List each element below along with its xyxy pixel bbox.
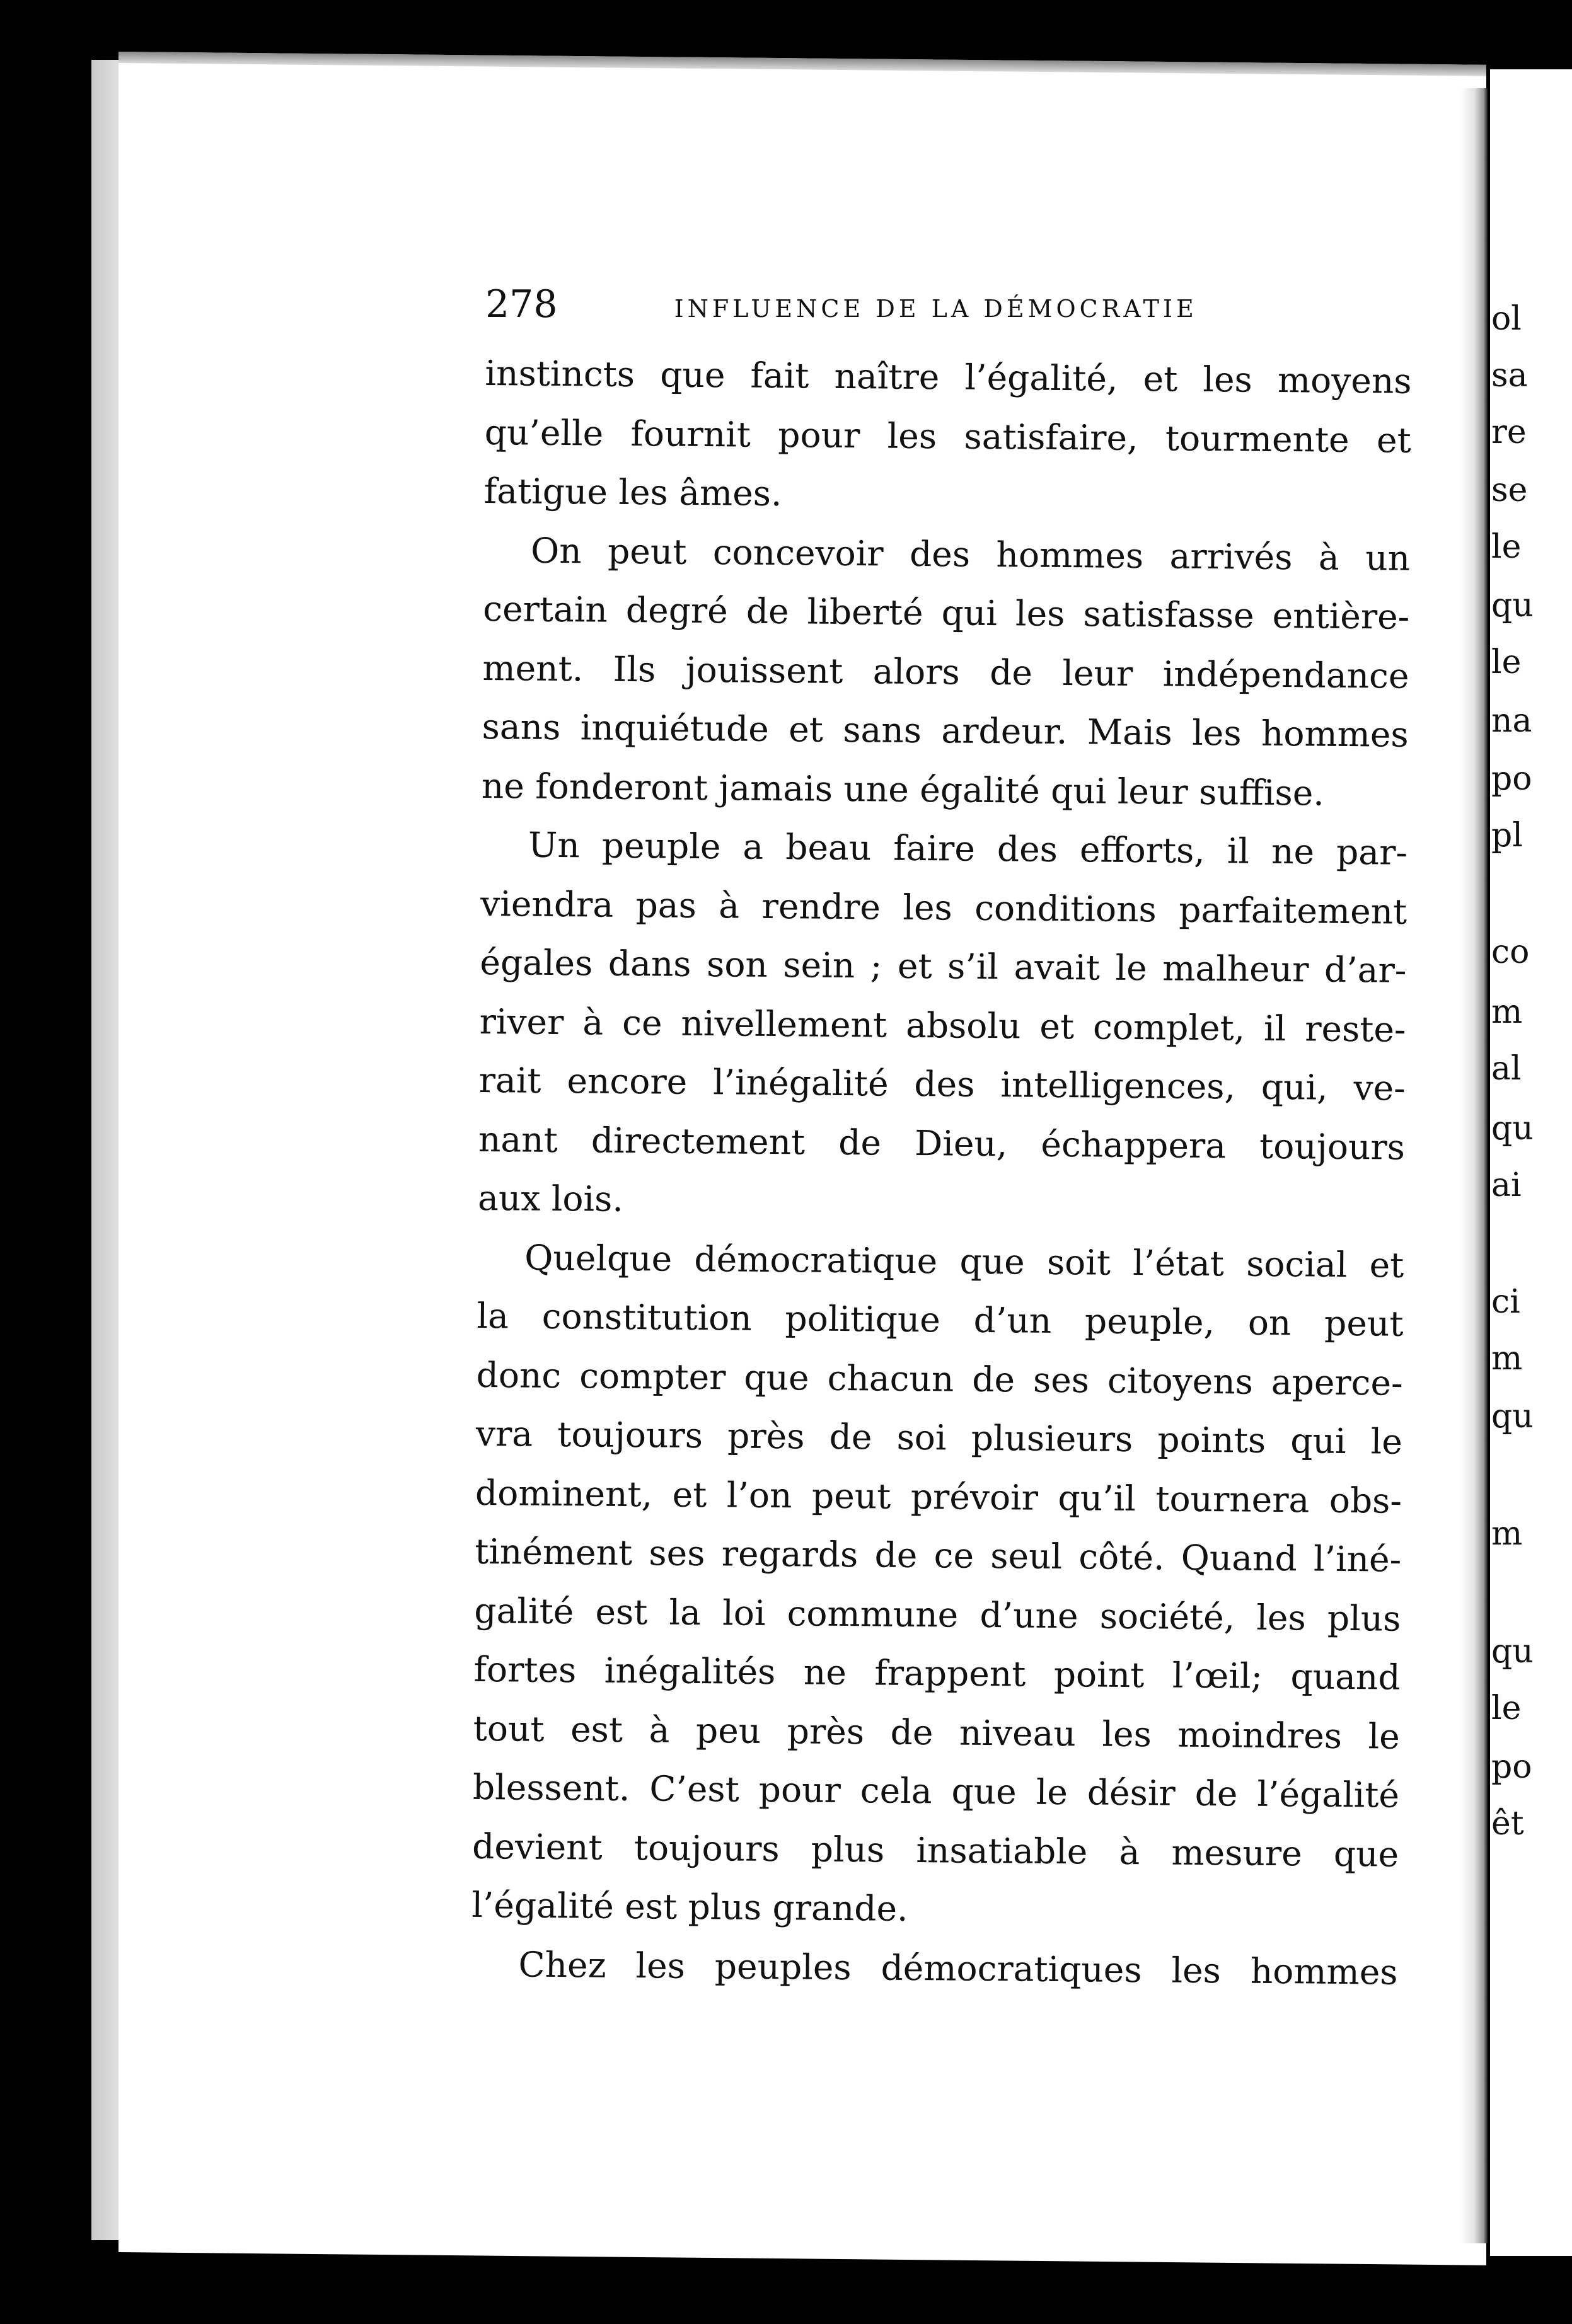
right-page-text-fragment: po [1491, 1748, 1532, 1786]
text-line: Un peuple a beau faire des efforts, il ne par- [528, 824, 1408, 873]
text-line: galité est la loi commune d’une société, les plus [474, 1590, 1401, 1639]
right-page-fragment [1490, 69, 1572, 2256]
text-line: tout est à peu près de niveau les moindres le [473, 1708, 1401, 1757]
right-page-text-fragment: êt [1491, 1805, 1524, 1843]
text-line: On peut concevoir des hommes arrivés à un [530, 530, 1411, 578]
right-page-text-fragment: m [1491, 1340, 1523, 1378]
text-line: vra toujours près de soi plusieurs points qui le [475, 1413, 1403, 1462]
right-page-text-fragment: se [1491, 471, 1528, 509]
right-page-text-fragment: co [1491, 933, 1530, 971]
right-page-text-fragment: le [1491, 528, 1522, 566]
running-head: INFLUENCE DE LA DÉMOCRATIE [674, 295, 1198, 323]
text-line: ment. Ils jouissent alors de leur indépendance [482, 647, 1409, 696]
text-line: Quelque démocratique que soit l’état social et [524, 1237, 1404, 1286]
right-page-text-fragment: ol [1491, 300, 1522, 338]
text-line: fortes inégalités ne frappent point l’œil; quand [473, 1648, 1401, 1698]
text-line: égales dans son sein ; et s’il avait le malheur d’ar- [480, 941, 1407, 991]
right-page-text-fragment: m [1491, 1515, 1523, 1553]
right-page-text-fragment: sa [1491, 357, 1528, 394]
book-gutter [1461, 88, 1488, 2243]
text-line: dominent, et l’on peut prévoir qu’il tournera obs- [475, 1472, 1402, 1521]
page-header [485, 282, 1229, 326]
text-line: certain degré de liberté qui les satisfasse entière- [483, 588, 1410, 637]
text-line: rait encore l’inégalité des intelligences, qui, ve- [478, 1059, 1406, 1108]
page-number: 278 [485, 282, 558, 326]
right-page-text-fragment: re [1491, 413, 1527, 451]
text-line: instincts que fait naître l’égalité, et les moyens [485, 352, 1412, 401]
right-page-text-fragment: qu [1491, 1633, 1534, 1671]
text-line: fatigue les âmes. [483, 470, 782, 514]
right-page-text-fragment: qu [1491, 1398, 1534, 1435]
right-page-text-fragment: ai [1491, 1166, 1522, 1204]
text-line: qu’elle fournit pour les satisfaire, tourmente et [484, 411, 1412, 461]
text-line: Chez les peuples démocratiques les hommes [518, 1944, 1398, 1993]
body-text [471, 344, 1412, 2002]
right-page-text-fragment: al [1491, 1050, 1522, 1088]
text-line: river à ce nivellement absolu et complet, il reste- [479, 1001, 1406, 1050]
text-line: devient toujours plus insatiable à mesure que [471, 1826, 1399, 1875]
text-line: sans inquiétude et sans ardeur. Mais les hommes [482, 706, 1409, 755]
text-line: aux lois. [477, 1177, 624, 1219]
text-line: ne fonderont jamais une égalité qui leur suffise. [481, 765, 1325, 814]
right-page-text-fragment: pl [1491, 817, 1523, 854]
right-page-text-fragment: m [1491, 993, 1523, 1031]
right-page-text-fragment: po [1491, 760, 1532, 798]
text-line: la constitution politique d’un peuple, on peut [477, 1295, 1404, 1344]
right-page-text-fragment: le [1491, 1689, 1522, 1727]
text-line: tinément ses regards de ce seul côté. Quand l’iné- [475, 1531, 1402, 1580]
right-page-text-fragment: na [1491, 702, 1532, 740]
text-line: donc compter que chacun de ses citoyens aperce- [476, 1354, 1403, 1403]
text-line: l’égalité est plus grande. [471, 1884, 908, 1929]
text-line: nant directement de Dieu, échappera toujours [478, 1119, 1406, 1168]
right-page-text-fragment: ci [1491, 1283, 1520, 1321]
text-line: viendra pas à rendre les conditions parfaitement [480, 883, 1407, 932]
text-line: blessent. C’est pour cela que le désir de l’égalité [472, 1766, 1400, 1815]
right-page-text-fragment: qu [1491, 587, 1534, 624]
right-page-text-fragment: le [1491, 643, 1522, 681]
right-page-text-fragment: qu [1491, 1110, 1534, 1148]
